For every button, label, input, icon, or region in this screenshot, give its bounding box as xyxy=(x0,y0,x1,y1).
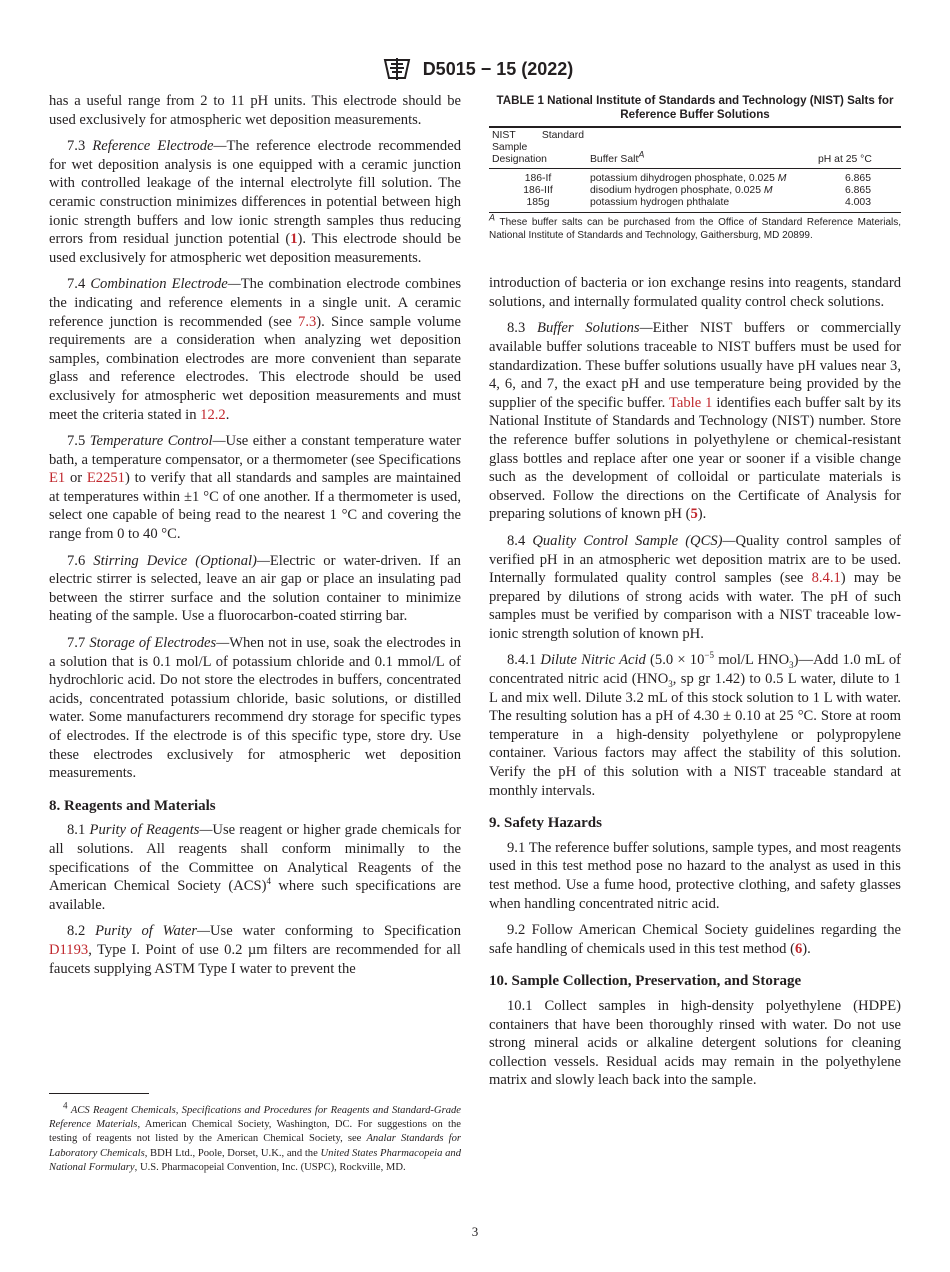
section-9-1: 9.1 The reference buffer solutions, sample types, and most reagents used in this test method pose no hazard to the analyst as used in this test method. Use a fume hood, protective clothing, and safety glasses when handling concentrated nitric acid. xyxy=(489,839,901,912)
section-8-1: 8.1 Purity of Reagents—Use reagent or higher grade chemicals for all solutions. All reagents shall conform minimally to the specifications of the Committee on Analytical Reagents of the American Chemical Society (ACS)$^4$ where such specifications are available. xyxy=(49,822,461,913)
table-1-note: $^A$ These buffer salts can be purchased from the Office of Standard Reference Materials, National Institute of Standards and Technology, Gaithersburg, MD 20899. xyxy=(489,212,901,241)
section-7-3: 7.3 Reference Electrode—The reference electrode recommended for wet deposition analysis is one equipped with a ceramic junction with controlled leakage of the internal electrolyte fill solution. The ceramic construction minimizes differences in potential between high ionic strength buffers and low ionic strength samples thus reducing errors from residual junction potential (1). This electrode should be used exclusively for atmospheric wet deposition measurements. xyxy=(49,138,462,266)
left-column xyxy=(49,92,461,986)
section-8-3: 8.3 Buffer Solutions—Either NIST buffers or commercially available buffer solutions traceable to NIST buffers must be used for standardization. These buffer solutions usually have pH values near 3, 4, 6, and 7, the exact pH and use temperature being provided by the supplier of the specific buffer. Table 1 identifies each buffer salt by its National Institute of Standards and Technology (NIST) number. Store the reference buffer solutions in polyethylene or chemical-resistant glass bottles and replace after one year or sooner if a visible change such as the development of colloidal or particulate materials is observed. Follow the directions on the Certificate of Analysis for preparing solutions of known pH (5). xyxy=(489,320,901,523)
table-link-1[interactable]: Table 1 xyxy=(668,394,713,411)
right-column xyxy=(489,92,901,1098)
section-7-5: 7.5 Temperature Control—Use either a constant temperature water bath, a temperature compensator, or a thermometer (see Specifications E1 or E2251) to verify that all standards and samples are maintained at temperatures within ±1 °C of one another. If a thermometer is used, select one capable of being read to the nearest 1 °C and covering the range from 0 to 40 °C. xyxy=(49,433,461,543)
section-7-4: 7.4 Combination Electrode—The combination electrode combines the indicating and reference elements in a single unit. A ceramic reference junction is recommended (see 7.3). Since sample volume requirements are a consideration when analyzing wet deposition samples, combination electrodes are more convenient than separate glass and reference electrodes. This electrode should be used exclusively for atmospheric wet deposition measurements and must meet the criteria stated in 12.2. xyxy=(49,276,461,423)
table-header-ph: pH at 25 °C xyxy=(815,127,901,169)
paragraph-continued-right: introduction of bacteria or ion exchange resins into reagents, standard solutions, and internally formulated quality control check solutions. xyxy=(489,275,901,310)
document-designation: D5015 − 15 (2022) xyxy=(422,58,574,79)
section-8-2: 8.2 Purity of Water—Use water conforming to Specification D1193, Type I. Point of use 0.2 µm filters are recommended for all faucets supplying ASTM Type I water to prevent the xyxy=(49,923,461,977)
heading-section-10: 10. Sample Collection, Preservation, and Storage xyxy=(489,973,802,990)
section-8-4: 8.4 Quality Control Sample (QCS)—Quality control samples of verified pH in an atmospheric wet deposition matrix are to be used. Internally formulated quality control samples (see 8.4.1) may be prepared by dilutions of strong acids with water. The pH of such samples must be verified by comparison with a NIST traceable low-ionic strength solution of known pH. xyxy=(489,532,902,642)
section-9-2: 9.2 Follow American Chemical Society guidelines regarding the safe handling of chemicals used in this test method (6). xyxy=(489,922,901,957)
section-link-7-3[interactable]: 7.3 xyxy=(298,313,317,330)
table-row: 185g potassium hydrogen phthalate 4.003 xyxy=(489,197,901,213)
section-7-6: 7.6 Stirring Device (Optional)—Electric or water-driven. If an electric stirrer is selected, leave an air gap or place an insulating pad between the stirrer surface and the solution container to minimize heating of the sample. Use a fluorocarbon-coated stirring bar. xyxy=(49,552,461,625)
reference-link-6[interactable]: 6 xyxy=(795,940,803,957)
standard-link-e1[interactable]: E1 xyxy=(49,470,66,487)
section-10-1: 10.1 Collect samples in high-density polyethylene (HDPE) containers that have been thoroughly rinsed with water. Do not use strong mineral acids or alkaline detergent solutions for cleaning collection vessels. Residual acids may remain in the polyethylene matrix and slowly leach back into the sample. xyxy=(489,997,901,1089)
section-7-7: 7.7 Storage of Electrodes—When not in use, soak the electrodes in a solution that is 0.1 mol/L of potassium chloride and 0.1 mmol/L of hydrochloric acid. Do not store the electrodes in buffers, concentrated acids, concentrated potassium chloride, basic solutions, or distilled water. Some manufacturers recommend dry storage for specific types of electrodes. If the electrode is of this specific type, store dry. Use these electrodes exclusively for atmospheric wet deposition measurements. xyxy=(49,635,462,782)
heading-section-9: 9. Safety Hazards xyxy=(489,815,602,832)
table-1 xyxy=(489,126,901,213)
table-1-title: TABLE 1 National Institute of Standards and Technology (NIST) Salts for Reference Buffer Solutions xyxy=(496,94,894,121)
reference-link-5[interactable]: 5 xyxy=(690,506,698,523)
heading-section-8: 8. Reagents and Materials xyxy=(49,797,216,814)
table-row: 186-IIf disodium hydrogen phosphate, 0.025 M 6.865 xyxy=(523,185,871,196)
table-header-designation: NIST Standard Sample Designation xyxy=(489,127,587,169)
section-link-12-2[interactable]: 12.2 xyxy=(200,406,226,423)
section-8-4-1: 8.4.1 Dilute Nitric Acid ($5.0 \times 10^{-5}$ mol/L $HNO_3)—Add$ 1.0 mL of concentrated nitric acid ($HNO_3$, sp gr 1.42) to 0.5 L water, dilute to 1 L and mix well. Dilute 3.2 mL of this stock solution to 1 L with water. The resulting solution has a pH of 4.30 ± 0.10 at 25 °C. Store at room temperature in a high-density polyethylene or polypropylene container. Various factors may affect the stability of this solution. Verify the pH of this solution with a NIST traceable standard at monthly intervals. xyxy=(489,650,901,799)
standard-link-e2251[interactable]: E2251 xyxy=(86,470,125,487)
reference-link-1[interactable]: 1 xyxy=(290,231,298,248)
astm-logo-icon xyxy=(377,56,417,82)
footnote-marker[interactable]: 4 xyxy=(266,876,271,887)
paragraph-continued: has a useful range from 2 to 11 pH units. This electrode should be used exclusively for atmospheric wet deposition measurements. xyxy=(49,93,461,128)
footnote-4: $^4$ ACS Reagent Chemicals, Specifications and Procedures for Reagents and Standard-Grade Reference Materials, American Chemical Society, Washington, DC. For suggestions on the testing of reagents not listed by the American Chemical Society, see Analar Standards for Laboratory Chemicals, BDH Ltd., Poole, Dorset, U.K., and the United States Pharmacopeia and National Formulary, U.S. Pharmacopeial Convention, Inc. (USPC), Rockville, MD. xyxy=(49,1100,462,1173)
section-link-8-4-1[interactable]: 8.4.1 xyxy=(811,570,841,587)
page-header xyxy=(0,56,950,82)
footnote-divider xyxy=(49,1093,149,1094)
page-number: 3 xyxy=(471,1224,479,1239)
table-header-buffer-salt: Buffer Salt$^A$ xyxy=(587,127,815,169)
standard-link-d1193[interactable]: D1193 xyxy=(49,941,89,958)
table-row: 186-If potassium dihydrogen phosphate, 0.025 M 6.865 xyxy=(524,173,871,184)
